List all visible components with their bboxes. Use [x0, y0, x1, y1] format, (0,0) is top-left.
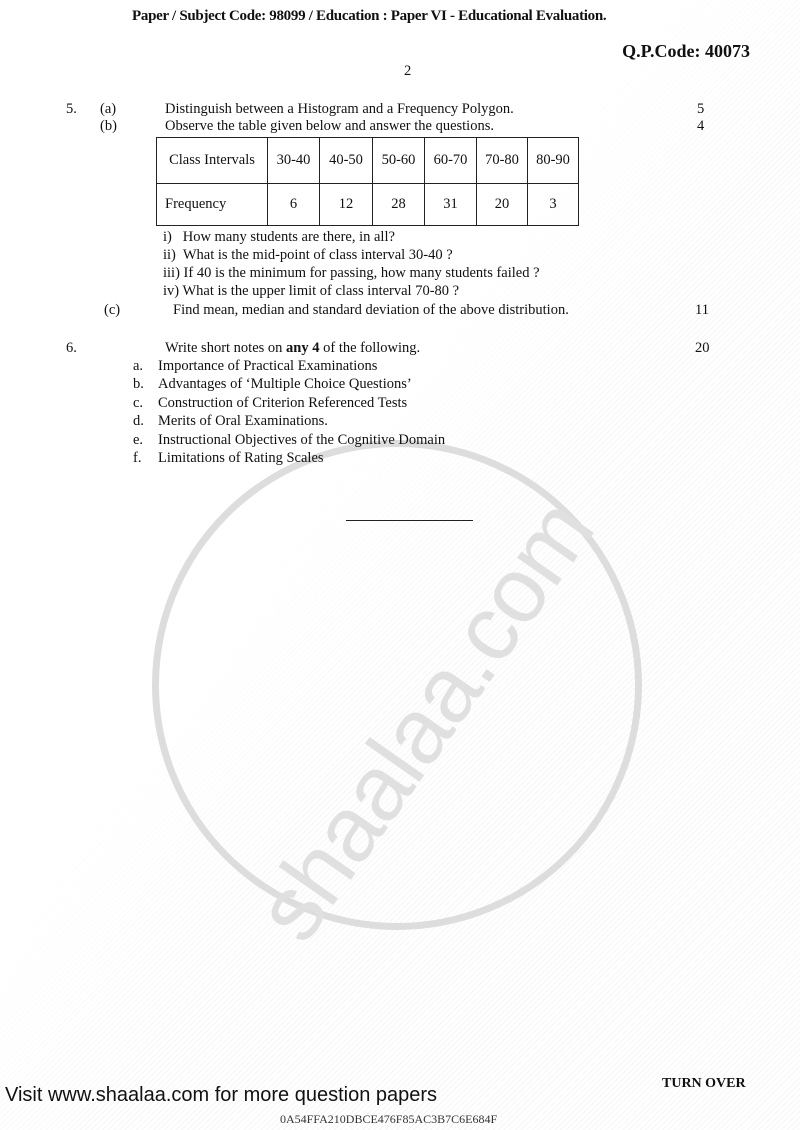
table-cell: 28 — [373, 184, 425, 226]
row-header: Frequency — [157, 184, 268, 226]
q5a-label: (a) — [100, 101, 117, 117]
q6-text — [165, 340, 420, 357]
list-item-letter: a. — [133, 358, 144, 374]
q6-number: 6. — [66, 340, 77, 356]
table-cell: 31 — [425, 184, 477, 226]
turn-over: TURN OVER — [662, 1076, 746, 1091]
sub-question: iv) What is the upper limit of class interval 70-80 ? — [163, 283, 460, 299]
q5b-label: (b) — [100, 118, 117, 134]
list-item-letter: c. — [133, 394, 144, 411]
q6-text-bold: any 4 — [286, 340, 320, 356]
q5a-marks: 5 — [697, 101, 705, 117]
table-cell: 80-90 — [528, 138, 579, 184]
table-cell: 3 — [528, 184, 579, 226]
list-item: Limitations of Rating Scales — [158, 450, 324, 466]
table-cell: 20 — [477, 184, 528, 226]
table-cell: 60-70 — [425, 138, 477, 184]
q6-text-pre: Write short notes on — [165, 340, 287, 356]
table-row-intervals — [157, 138, 579, 184]
q5c-label: (c) — [104, 302, 121, 318]
q5c-marks: 11 — [695, 302, 709, 318]
list-item-letter: e. — [133, 431, 144, 448]
q5a-text: Distinguish between a Histogram and a Frequency Polygon. — [165, 101, 514, 117]
q5-number: 5. — [66, 101, 77, 117]
list-item-letter: b. — [133, 376, 144, 393]
list-item: Merits of Oral Examinations. — [158, 413, 328, 430]
q6-marks: 20 — [695, 340, 710, 356]
table-cell: 12 — [320, 184, 373, 226]
sub-question: ii) What is the mid-point of class interval 30-40 ? — [163, 247, 453, 263]
row-header: Class Intervals — [157, 138, 268, 184]
q5b-text: Observe the table given below and answer the questions. — [165, 118, 494, 134]
qp-code: Q.P.Code: 40073 — [622, 41, 750, 61]
q5b-marks: 4 — [697, 118, 705, 134]
frequency-table — [156, 137, 579, 226]
table-cell: 6 — [268, 184, 320, 226]
list-item: Construction of Criterion Referenced Tests — [158, 394, 408, 411]
table-row-frequency — [157, 184, 579, 226]
list-item-letter: f. — [133, 450, 142, 466]
document-code: 0A54FFA210DBCE476F85AC3B7C6E684F — [280, 1112, 498, 1126]
sub-question: iii) If 40 is the minimum for passing, how many students failed ? — [163, 265, 540, 281]
q6-text-post: of the following. — [319, 340, 421, 356]
q5c-text: Find mean, median and standard deviation of the above distribution. — [173, 302, 569, 318]
watermark-text: shaalaa.com — [236, 481, 614, 959]
table-cell: 30-40 — [268, 138, 320, 184]
table-cell: 50-60 — [373, 138, 425, 184]
paper-title: Paper / Subject Code: 98099 / Education : Paper VI - Educational Evaluation. — [132, 8, 607, 24]
end-line — [346, 520, 473, 521]
sub-question: i) How many students are there, in all? — [163, 229, 395, 245]
list-item-letter: d. — [133, 413, 144, 430]
list-item: Advantages of ‘Multiple Choice Questions’ — [158, 376, 412, 393]
list-item: Importance of Practical Examinations — [158, 358, 378, 374]
table-cell: 70-80 — [477, 138, 528, 184]
visit-link[interactable]: Visit www.shaalaa.com for more question papers — [5, 1084, 438, 1106]
list-item: Instructional Objectives of the Cognitive Domain — [158, 431, 446, 448]
table-cell: 40-50 — [320, 138, 373, 184]
page-number: 2 — [404, 63, 412, 79]
